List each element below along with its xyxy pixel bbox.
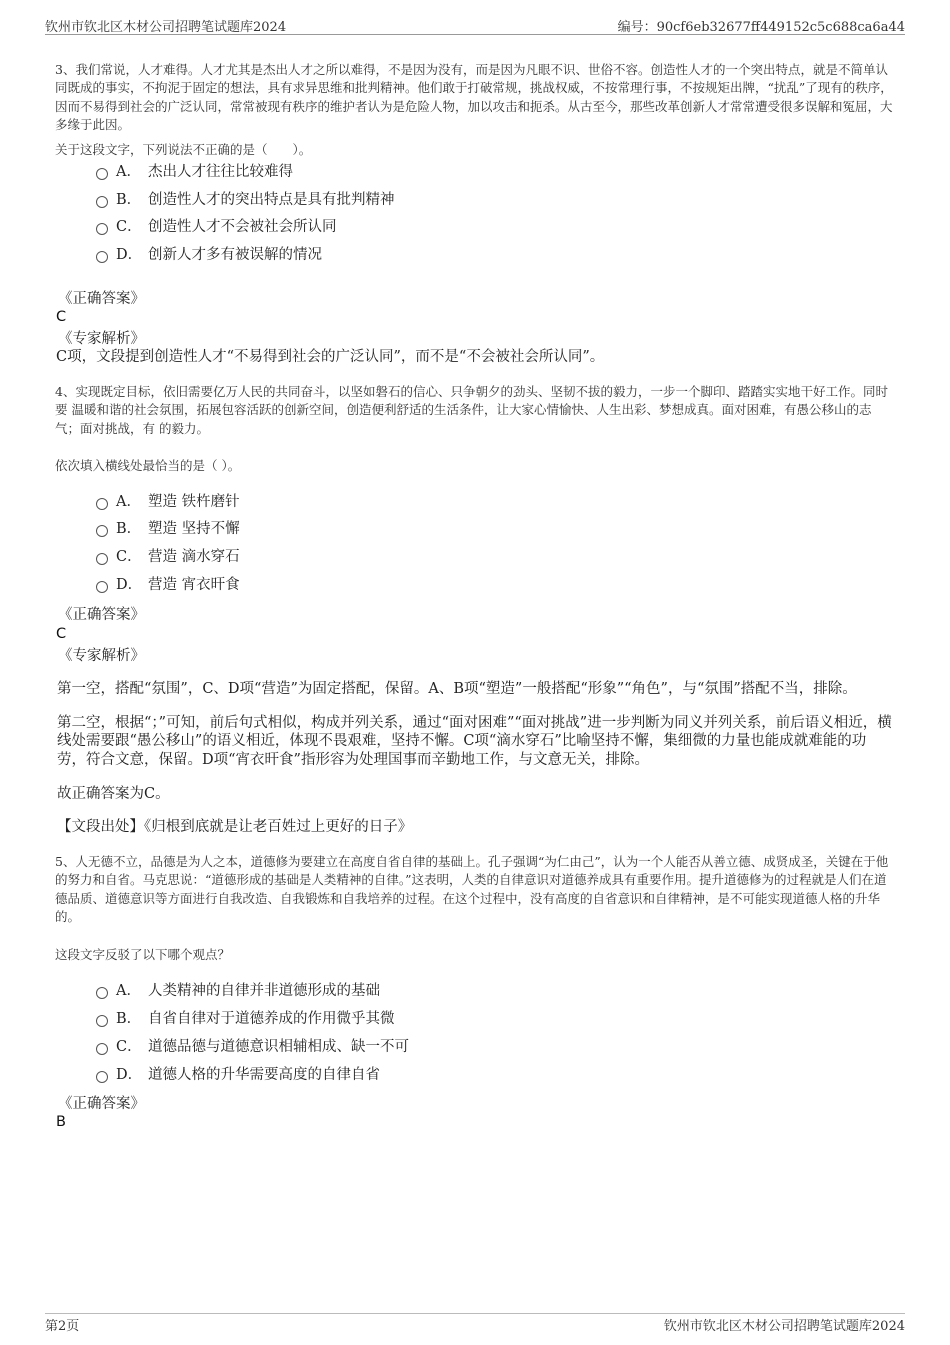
q5-answer-label: 《正确答案》 bbox=[58, 1096, 145, 1112]
q4-source: 【文段出处】《归根到底就是让老百姓过上更好的日子》 bbox=[57, 819, 413, 835]
q4-option-d[interactable]: D． 营造 宵衣旰食 bbox=[96, 574, 240, 596]
page-footer bbox=[45, 1313, 905, 1334]
header-title: 钦州市钦北区木材公司招聘笔试题库2024 bbox=[45, 20, 287, 35]
q5-option-b[interactable]: B． 自省自律对于道德养成的作用微乎其微 bbox=[96, 1008, 395, 1030]
header-doc-number: 编号：90cf6eb32677ff449152c5c688ca6a44 bbox=[617, 20, 905, 35]
q3-option-b[interactable]: B． 创造性人才的突出特点是具有批判精神 bbox=[96, 189, 395, 211]
q4-option-c[interactable]: C． 营造 滴水穿石 bbox=[96, 546, 240, 568]
option-text: 营造 滴水穿石 bbox=[148, 549, 240, 565]
q3-question: 关于这段文字，下列说法不正确的是（ ）。 bbox=[55, 142, 312, 157]
page-header bbox=[45, 14, 905, 35]
option-text: 塑造 铁杵磨针 bbox=[148, 494, 240, 510]
q3-option-d[interactable]: D． 创新人才多有被误解的情况 bbox=[96, 244, 322, 266]
q4-answer: C bbox=[56, 626, 67, 642]
option-text: 道德品德与道德意识相辅相成、缺一不可 bbox=[148, 1039, 409, 1055]
q4-question: 依次填入横线处最恰当的是（ ）。 bbox=[55, 458, 241, 473]
q3-answer-label: 《正确答案》 bbox=[58, 291, 145, 307]
option-text: 自省自律对于道德养成的作用微乎其微 bbox=[148, 1011, 395, 1027]
q4-analysis-label: 《专家解析》 bbox=[58, 648, 145, 664]
option-text: 人类精神的自律并非道德形成的基础 bbox=[148, 983, 380, 999]
q4-analysis-p3: 故正确答案为C。 bbox=[57, 786, 170, 802]
q4-answer-label: 《正确答案》 bbox=[58, 607, 145, 623]
q4-option-b[interactable]: B． 塑造 坚持不懈 bbox=[96, 518, 240, 540]
footer-title: 钦州市钦北区木材公司招聘笔试题库2024 bbox=[663, 1319, 905, 1334]
radio-icon[interactable] bbox=[96, 498, 108, 510]
radio-icon[interactable] bbox=[96, 1071, 108, 1083]
q3-answer: C bbox=[56, 309, 67, 325]
radio-icon[interactable] bbox=[96, 223, 108, 235]
radio-icon[interactable] bbox=[96, 168, 108, 180]
q3-stem: 3、我们常说，人才难得。人才尤其是杰出人才之所以难得，不是因为没有，而是因为凡眼不识、世俗不容。创造性人才的一个突出特点，就是不简单认同既成的事实，不拘泥于固定的想法，具有求异思维和批判精神。他们敢于打破常规，挑战权威，不按常理行事，不按规矩出牌，“扰乱”了现有的秩序，因而不易得到社会的广泛认同，常常被现有秩序的维护者认为是危险人物，加以攻击和扼杀。从古至今，那些改革创新人才常常遭受很多误解和冤屈，大多缘于此因。 bbox=[55, 62, 893, 132]
radio-icon[interactable] bbox=[96, 1043, 108, 1055]
radio-icon[interactable] bbox=[96, 1015, 108, 1027]
q4-analysis-p1: 第一空，搭配“氛围”，C、D项“营造”为固定搭配，保留。A、B项“塑造”一般搭配“形象”“角色”，与“氛围”搭配不当，排除。 bbox=[57, 681, 857, 697]
option-text: 创造性人才的突出特点是具有批判精神 bbox=[148, 192, 395, 208]
q3-analysis-label: 《专家解析》 bbox=[58, 331, 145, 347]
q5-option-d[interactable]: D． 道德人格的升华需要高度的自律自省 bbox=[96, 1064, 380, 1086]
radio-icon[interactable] bbox=[96, 987, 108, 999]
radio-icon[interactable] bbox=[96, 553, 108, 565]
option-text: 创新人才多有被误解的情况 bbox=[148, 247, 322, 263]
page-number: 第2页 bbox=[45, 1319, 80, 1334]
radio-icon[interactable] bbox=[96, 196, 108, 208]
q5-answer: B bbox=[56, 1114, 66, 1130]
q5-question: 这段文字反驳了以下哪个观点？ bbox=[55, 947, 231, 962]
q4-stem: 4、实现既定目标，依旧需要亿万人民的共同奋斗，以坚如磐石的信心、只争朝夕的劲头、坚韧不拔的毅力，一步一个脚印、踏踏实实地干好工作。同时要 温暖和谐的社会氛围，拓展包容活跃的创新空间，创造便利舒适的生活条件，让大家心情愉快、人生出彩、梦想成真。面对困难，有愚公移山的志气；面对挑战，有 的毅力。 bbox=[55, 384, 888, 436]
q5-stem: 5、人无德不立，品德是为人之本，道德修为要建立在高度自省自律的基础上。孔子强调“为仁由己”，认为一个人能否从善立德、成贤成圣，关键在于他的努力和自省。马克思说：“道德形成的基础是人类精神的自律。”这表明，人类的自律意识对道德养成具有重要作用。提升道德修为的过程就是人们在道德品质、道德意识等方面进行自我改造、自我锻炼和自我培养的过程。在这个过程中，没有高度的自省意识和自律精神，是不可能实现道德人格的升华的。 bbox=[55, 854, 889, 924]
radio-icon[interactable] bbox=[96, 525, 108, 537]
q3-analysis: C项，文段提到创造性人才“不易得到社会的广泛认同”，而不是“不会被社会所认同”。 bbox=[56, 349, 605, 365]
option-text: 塑造 坚持不懈 bbox=[148, 521, 240, 537]
radio-icon[interactable] bbox=[96, 581, 108, 593]
q4-option-a[interactable]: A． 塑造 铁杵磨针 bbox=[96, 491, 240, 513]
q3-option-a[interactable]: A． 杰出人才往往比较难得 bbox=[96, 161, 293, 183]
q5-option-a[interactable]: A． 人类精神的自律并非道德形成的基础 bbox=[96, 980, 380, 1002]
radio-icon[interactable] bbox=[96, 251, 108, 263]
q5-option-c[interactable]: C． 道德品德与道德意识相辅相成、缺一不可 bbox=[96, 1036, 409, 1058]
option-text: 道德人格的升华需要高度的自律自省 bbox=[148, 1067, 380, 1083]
option-text: 创造性人才不会被社会所认同 bbox=[148, 219, 337, 235]
q3-option-c[interactable]: C． 创造性人才不会被社会所认同 bbox=[96, 216, 337, 238]
option-text: 杰出人才往往比较难得 bbox=[148, 164, 293, 180]
q4-analysis-p2: 第二空，根据“；”可知，前后句式相似，构成并列关系，通过“面对困难”“面对挑战”进一步判断为同义并列关系，前后语义相近，横线处需要跟“愚公移山”的语义相近，体现不畏艰难，坚持不懈。C项“滴水穿石”比喻坚持不懈，集细微的力量也能成就难能的功劳，符合文意，保留。D项“宵衣旰食”指形容为处理国事而辛勤地工作，与文意无关，排除。 bbox=[57, 715, 892, 768]
option-text: 营造 宵衣旰食 bbox=[148, 577, 240, 593]
